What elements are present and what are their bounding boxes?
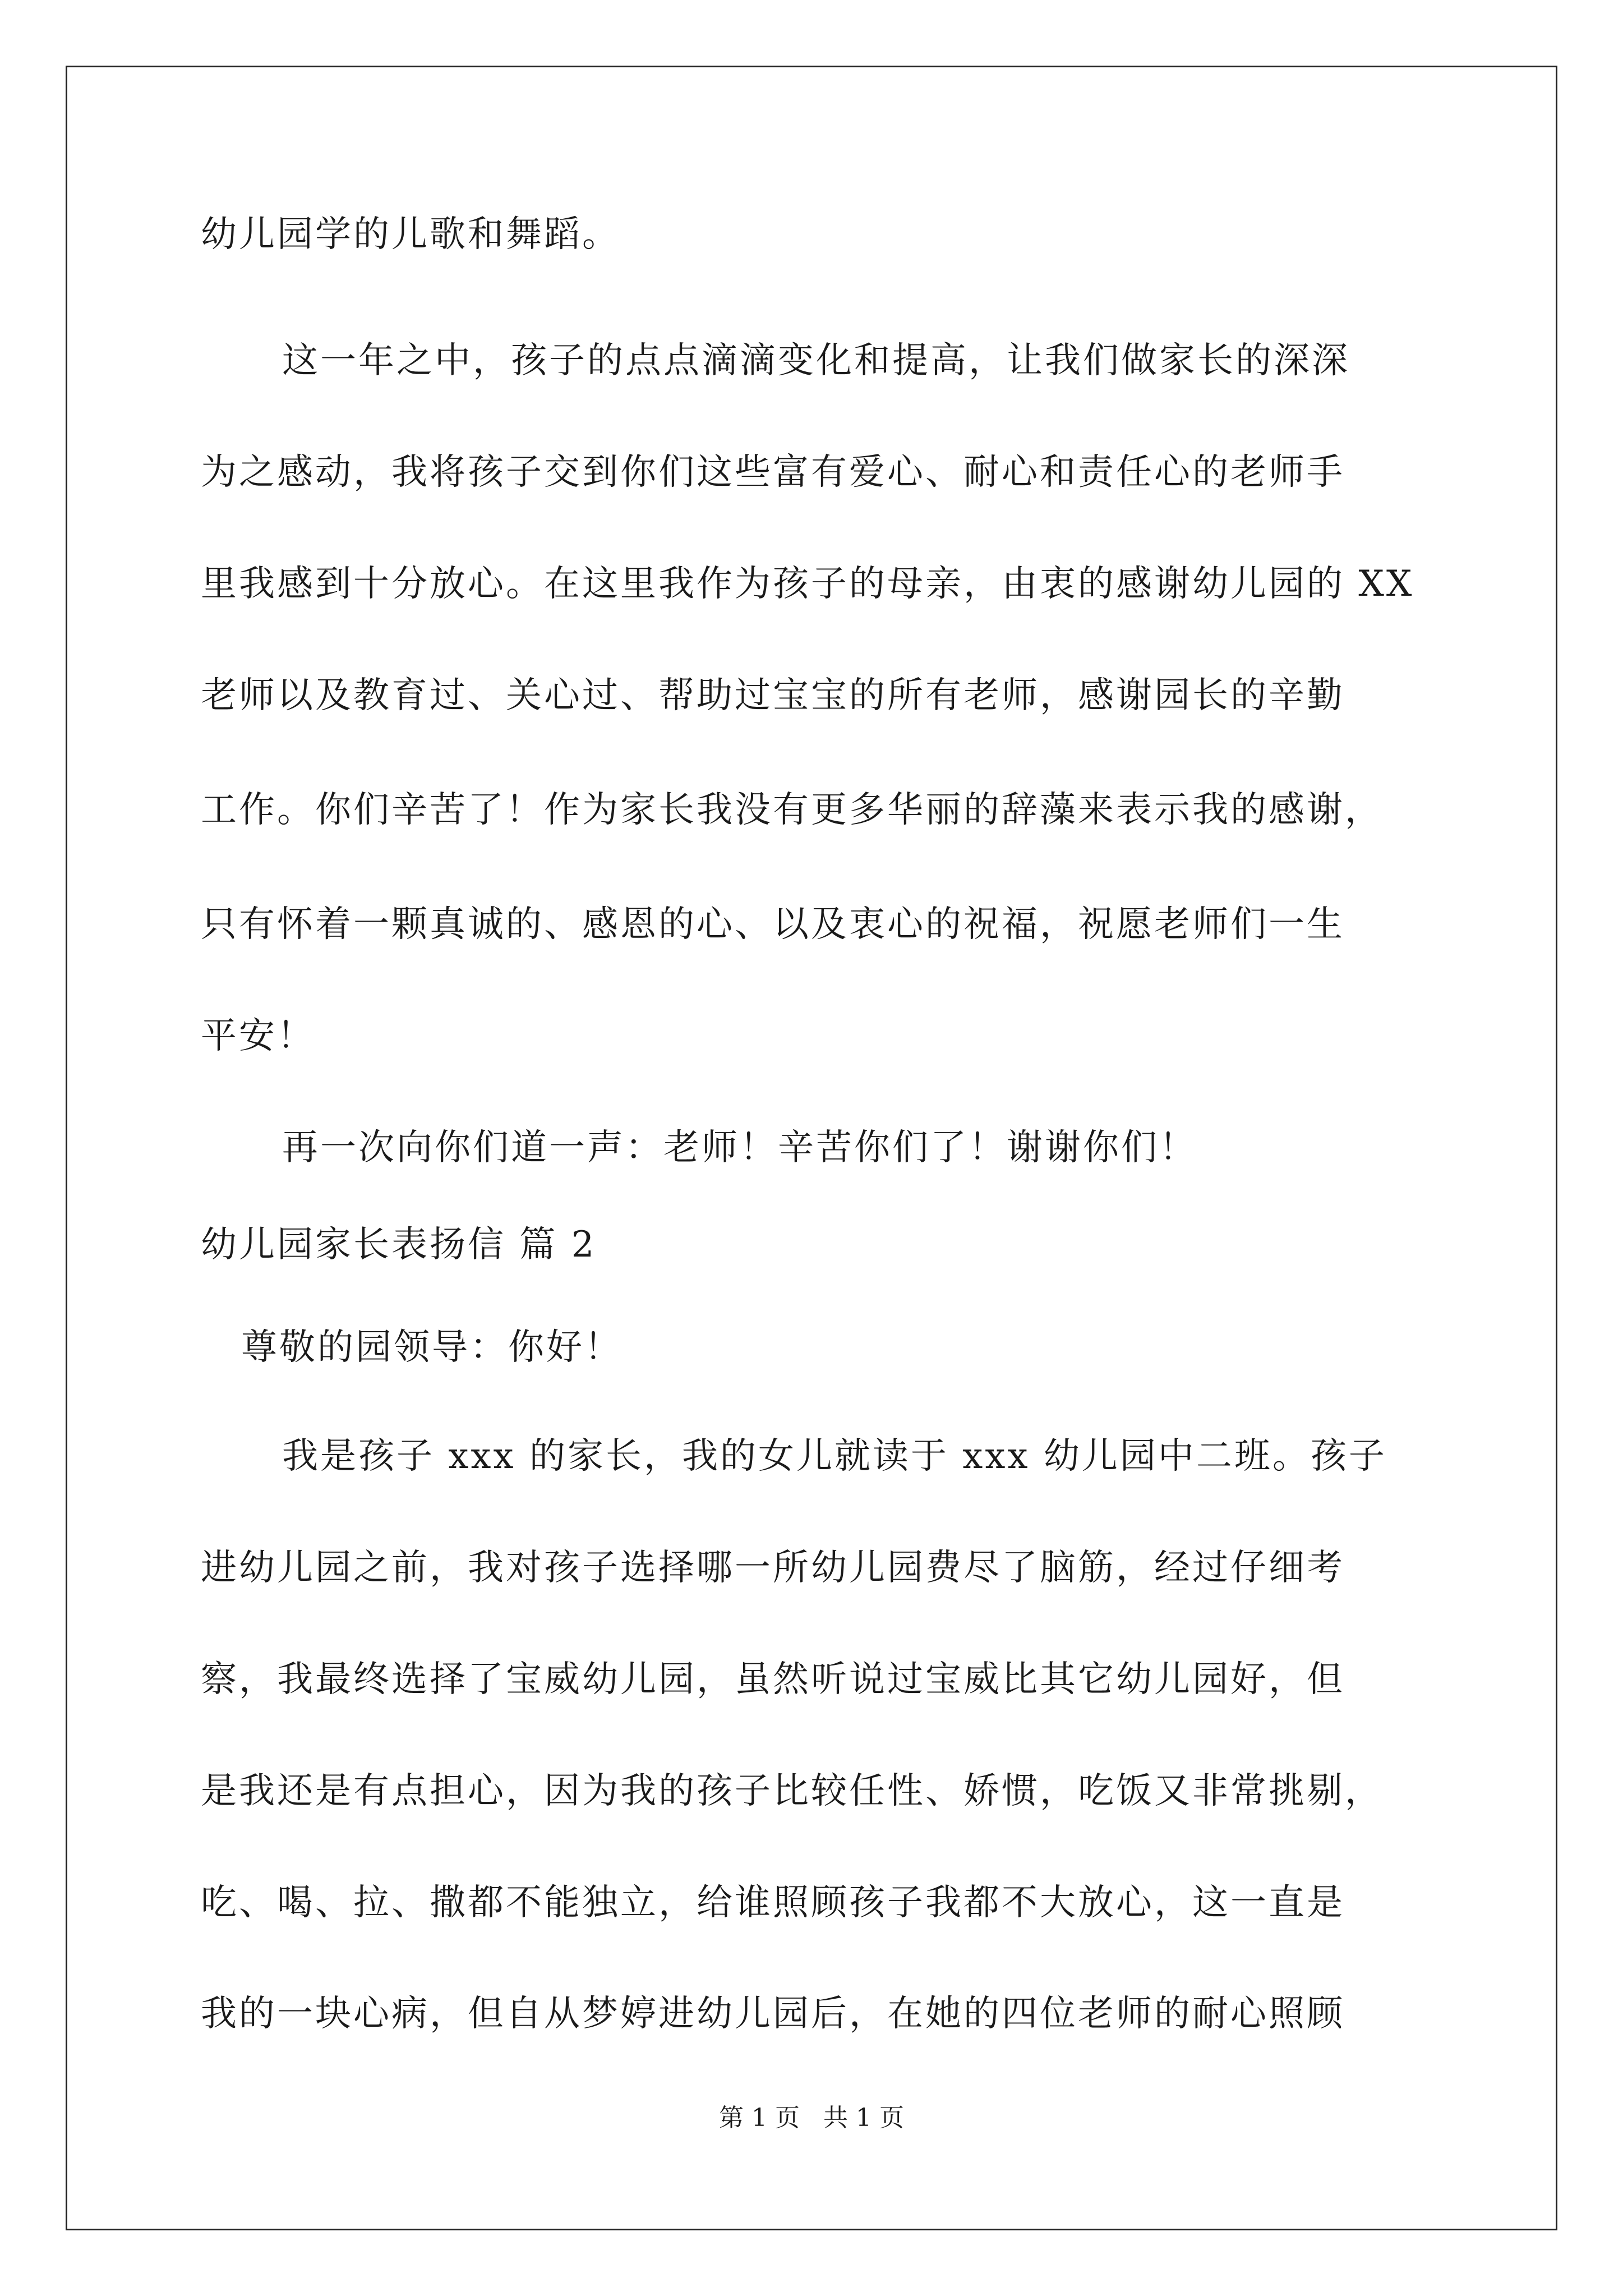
paragraph-line-9: 再一次向你们道一声：老师！辛苦你们了！谢谢你们！ (282, 1127, 1197, 1168)
paragraph-line-6: 工作。你们辛苦了！作为家长我没有更多华丽的辞藻来表示我的感谢， (201, 789, 1383, 831)
paragraph-line-13: 进幼儿园之前，我对孩子选择哪一所幼儿园费尽了脑筋，经过仔细考 (201, 1547, 1345, 1589)
salutation: 尊敬的园领导：你好！ (241, 1327, 623, 1368)
paragraph-line-16: 吃、喝、拉、撒都不能独立，给谁照顾孩子我都不大放心，这一直是 (201, 1882, 1345, 1924)
paragraph-line-3: 为之感动，我将孩子交到你们这些富有爱心、耐心和责任心的老师手 (201, 452, 1345, 493)
paragraph-line-15: 是我还是有点担心，因为我的孩子比较任性、娇惯，吃饭又非常挑剔， (201, 1770, 1383, 1812)
paragraph-line-2: 这一年之中，孩子的点点滴滴变化和提高，让我们做家长的深深 (282, 340, 1350, 381)
paragraph-line-14: 察，我最终选择了宝威幼儿园，虽然听说过宝威比其它幼儿园好，但 (201, 1659, 1345, 1700)
paragraph-line-7: 只有怀着一颗真诚的、感恩的心、以及衷心的祝福，祝愿老师们一生 (201, 904, 1345, 945)
page-footer: 第 1 页 共 1 页 (719, 2104, 904, 2132)
paragraph-line-17: 我的一块心病，但自从梦婷进幼儿园后，在她的四位老师的耐心照顾 (201, 1993, 1345, 2035)
paragraph-line-12: 我是孩子 xxx 的家长，我的女儿就读于 xxx 幼儿园中二班。孩子 (282, 1435, 1387, 1477)
paragraph-line-5: 老师以及教育过、关心过、帮助过宝宝的所有老师，感谢园长的辛勤 (201, 675, 1345, 716)
paragraph-line-1: 幼儿园学的儿歌和舞蹈。 (201, 214, 620, 255)
section-heading: 幼儿园家长表扬信 篇 2 (201, 1224, 597, 1266)
paragraph-line-8: 平安！ (201, 1015, 315, 1057)
paragraph-line-4: 里我感到十分放心。在这里我作为孩子的母亲，由衷的感谢幼儿园的 XX (201, 563, 1414, 605)
